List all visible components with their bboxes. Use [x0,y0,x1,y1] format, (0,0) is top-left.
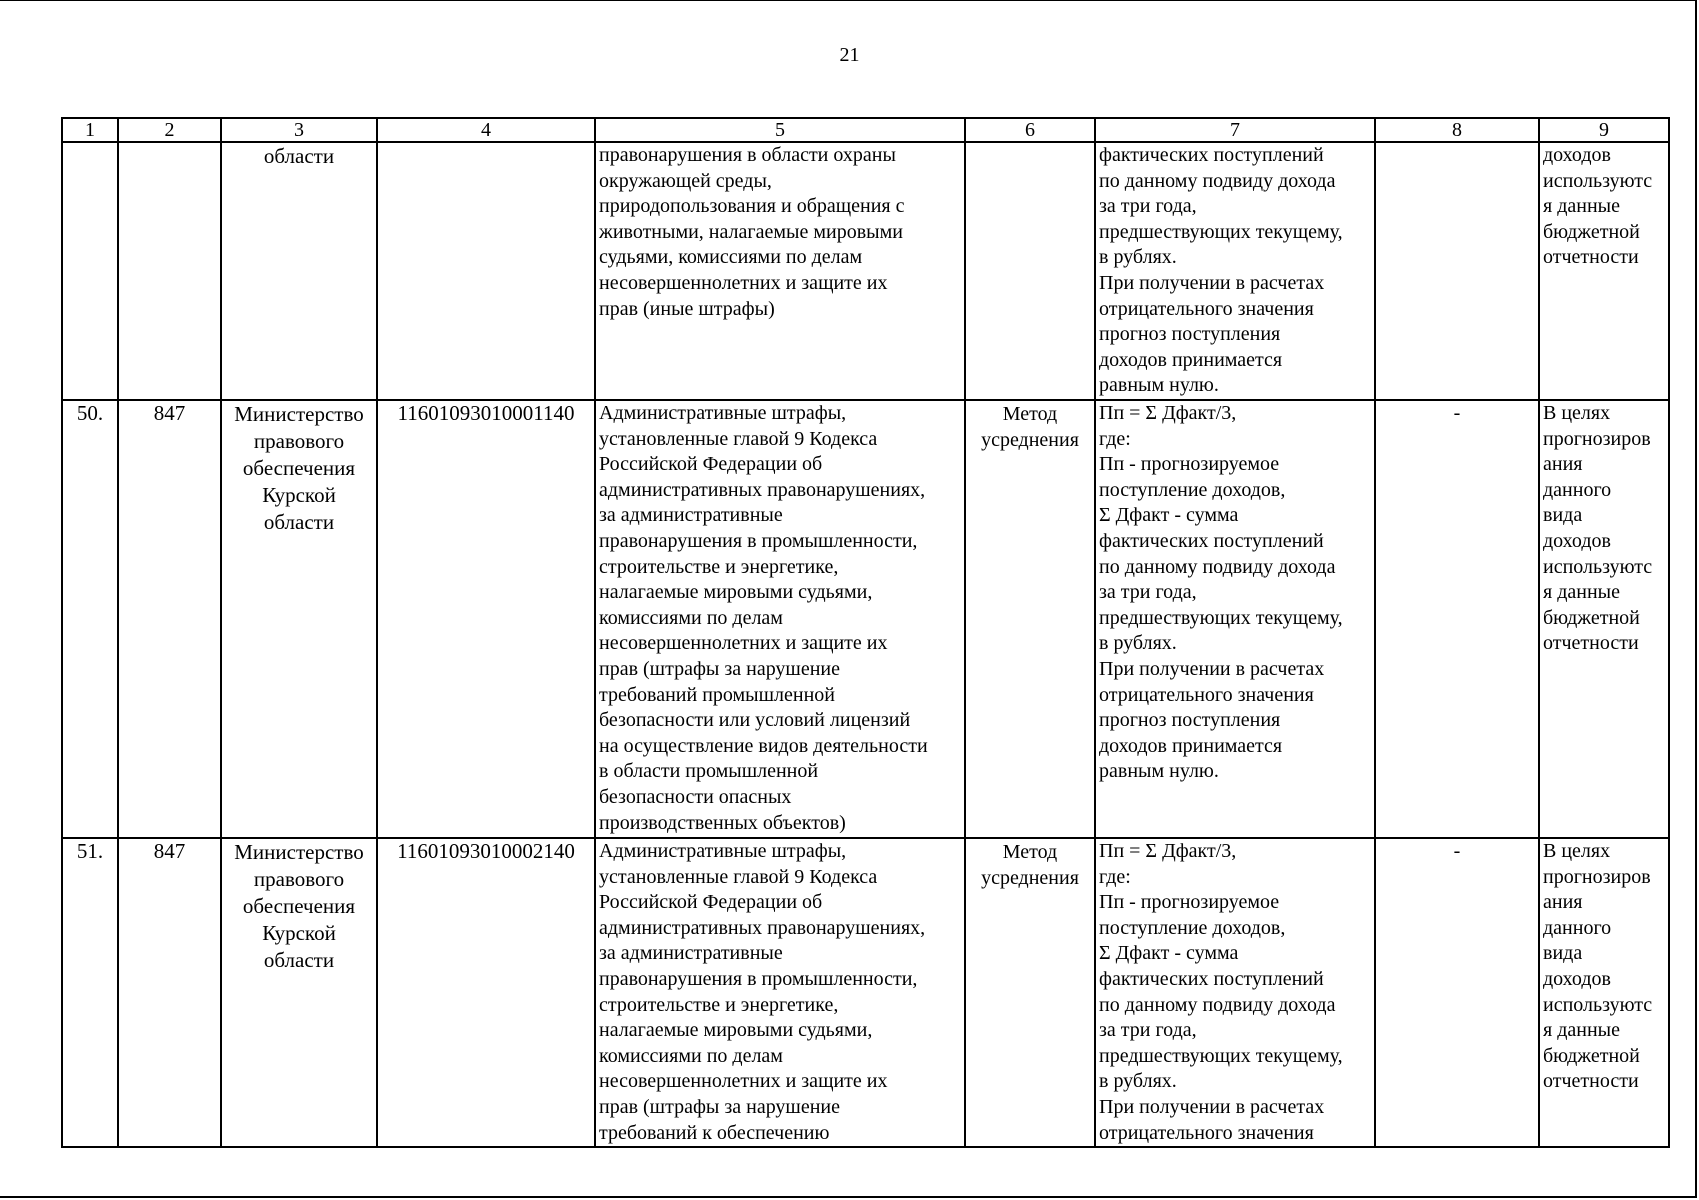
column-8-cell [1375,142,1539,400]
method-cell: Метод усреднения [965,838,1095,1147]
kbk-code-cell [377,142,595,400]
column-header: 9 [1539,118,1669,142]
organization-cell: Министерство правового обеспечения Курской области [221,400,377,838]
column-8-cell: - [1375,400,1539,838]
revenue-forecast-table [61,117,1670,1148]
kbk-code-cell: 11601093010002140 [377,838,595,1147]
column-header: 5 [595,118,965,142]
row-number-cell: 50. [62,400,118,838]
table-row [62,400,1669,838]
column-header: 4 [377,118,595,142]
column-8-cell: - [1375,838,1539,1147]
admin-code-cell [118,142,221,400]
formula-cell: фактических поступлений по данному подвиду дохода за три года, предшествующих текущему, в рублях. При получении в расчетах отрицательного значения прогноз поступления доходов принимается равным нулю. [1095,142,1375,400]
note-cell: В целях прогнозиров ания данного вида доходов используютс я данные бюджетной отчетности [1539,400,1669,838]
admin-code-cell: 847 [118,838,221,1147]
formula-cell: Пп = Σ Дфакт/3, где: Пп - прогнозируемое поступление доходов, Σ Дфакт - сумма фактических поступлений по данному подвиду дохода за три года, предшествующих текущему, в рублях. При получении в расчетах отрицательного значения прогноз поступления доходов принимается равным нулю. [1095,400,1375,838]
column-header: 2 [118,118,221,142]
formula-cell: Пп = Σ Дфакт/3, где: Пп - прогнозируемое поступление доходов, Σ Дфакт - сумма фактических поступлений по данному подвиду дохода за три года, предшествующих текущему, в рублях. При получении в расчетах отрицательного значения [1095,838,1375,1147]
row-number-cell [62,142,118,400]
column-header: 7 [1095,118,1375,142]
page-number: 21 [839,44,860,66]
organization-cell: Министерство правового обеспечения Курской области [221,838,377,1147]
note-cell: доходов используютс я данные бюджетной отчетности [1539,142,1669,400]
column-number-header-row [62,118,1669,142]
revenue-description-cell: Административные штрафы, установленные главой 9 Кодекса Российской Федерации об административных правонарушениях, за административные правонарушения в промышленности, строительстве и энергетике, налагаемые мировыми судьями, комиссиями по делам несовершеннолетних и защите их прав (штрафы за нарушение требований промышленной безопасности или условий лицензий на осуществление видов деятельности в области промышленной безопасности опасных производственных объектов) [595,400,965,838]
organization-cell: области [221,142,377,400]
method-cell: Метод усреднения [965,400,1095,838]
column-header: 3 [221,118,377,142]
admin-code-cell: 847 [118,400,221,838]
note-cell: В целях прогнозиров ания данного вида доходов используютс я данные бюджетной отчетности [1539,838,1669,1147]
column-header: 1 [62,118,118,142]
revenue-description-cell: правонарушения в области охраны окружающей среды, природопользования и обращения с животными, налагаемые мировыми судьями, комиссиями по делам несовершеннолетних и защите их прав (иные штрафы) [595,142,965,400]
kbk-code-cell: 11601093010001140 [377,400,595,838]
revenue-description-cell: Административные штрафы, установленные главой 9 Кодекса Российской Федерации об административных правонарушениях, за административные правонарушения в промышленности, строительстве и энергетике, налагаемые мировыми судьями, комиссиями по делам несовершеннолетних и защите их прав (штрафы за нарушение требований к обеспечению [595,838,965,1147]
column-header: 8 [1375,118,1539,142]
table-row [62,142,1669,400]
method-cell [965,142,1095,400]
column-header: 6 [965,118,1095,142]
table-row [62,838,1669,1147]
row-number-cell: 51. [62,838,118,1147]
